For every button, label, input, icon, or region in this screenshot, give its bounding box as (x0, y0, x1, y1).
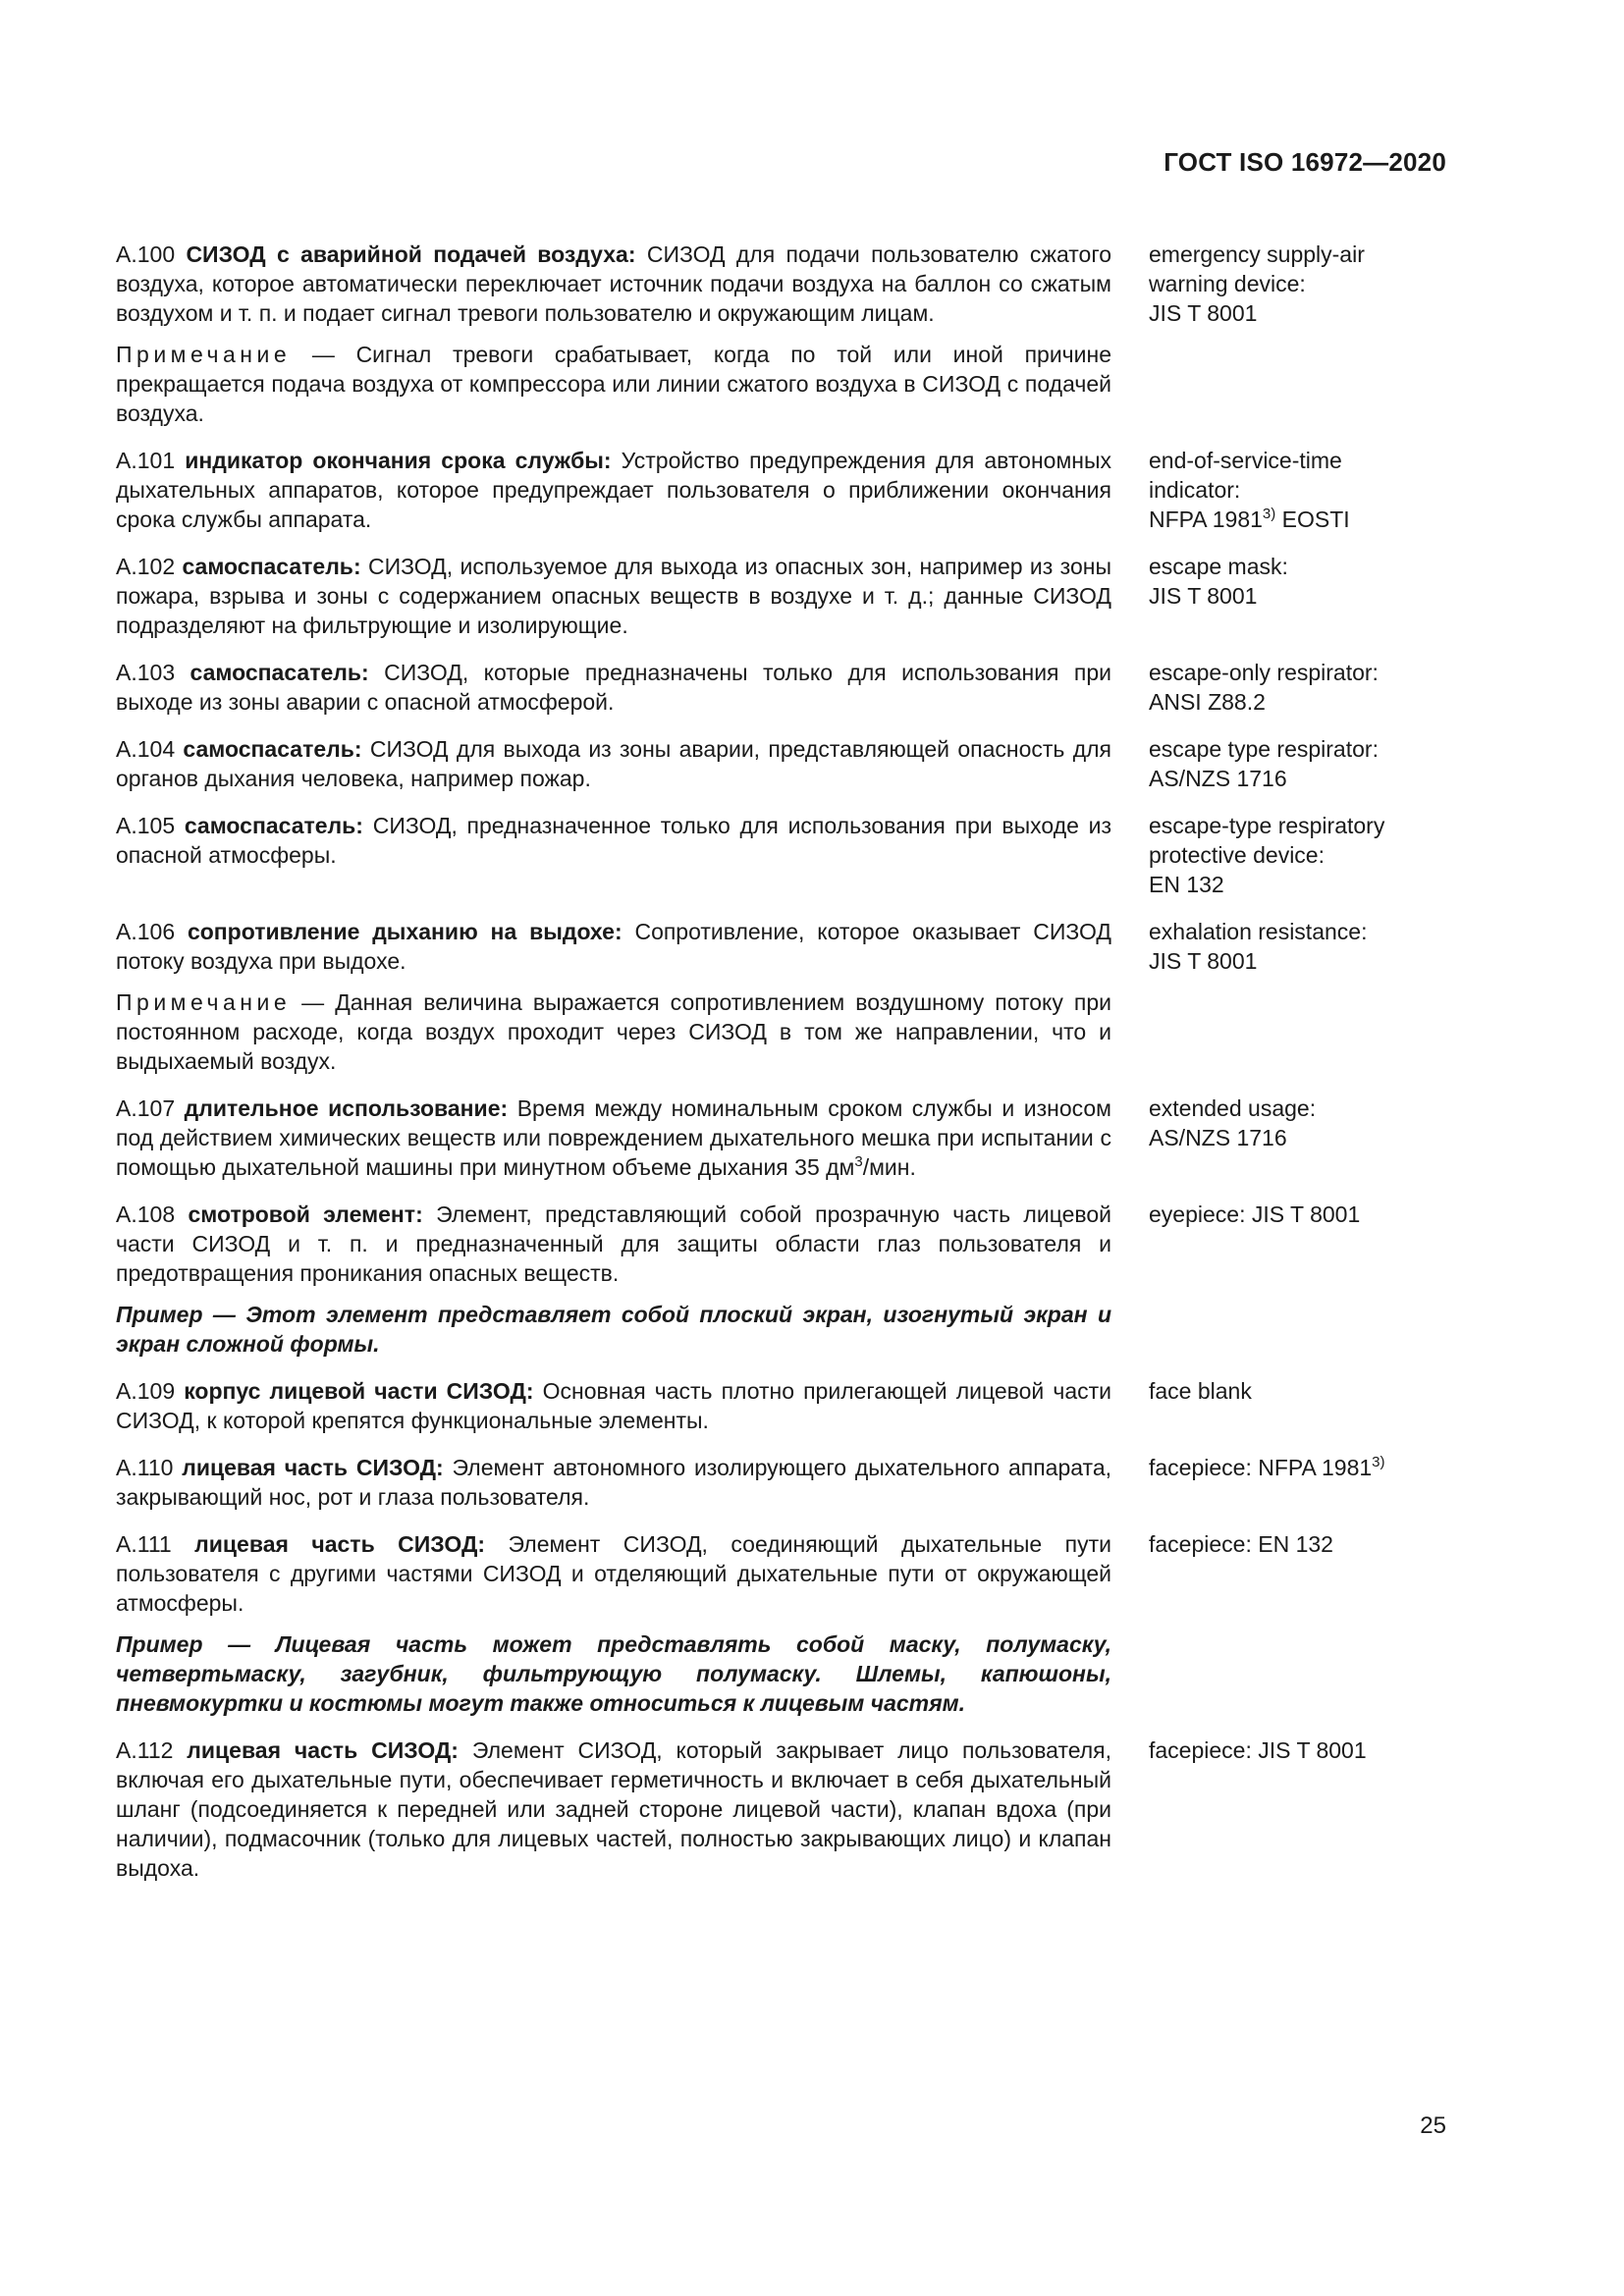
entry-number: А.102 (116, 554, 176, 579)
terms-list (116, 240, 1441, 1900)
en-line: facepiece: EN 132 (1149, 1531, 1333, 1557)
en-line: escape-only respirator: (1149, 660, 1379, 685)
note-text: — Сигнал тревоги срабатывает, когда по той или иной причине прекращается подача воздуха от компрессора или линии сжатого воздуха в СИЗОД с подачей воздуха. (116, 342, 1111, 426)
entry-ru (116, 811, 1111, 870)
page-number: 25 (1420, 2112, 1446, 2139)
entry-ru (116, 240, 1111, 428)
en-line: escape type respirator: (1149, 736, 1379, 762)
term-entry-a108 (116, 1200, 1441, 1359)
en-ref-line (1149, 505, 1441, 534)
term-definition: Устройство предупреждения для автономных дыхательных аппаратов, которое предупреждает пользователя о приближении окончания срока службы аппарата. (116, 448, 1112, 532)
en-line: ANSI Z88.2 (1149, 689, 1266, 715)
entry-ru (116, 1529, 1111, 1718)
en-line: EN 132 (1149, 872, 1224, 897)
entry-ru (116, 1376, 1111, 1435)
entry-ru (116, 1200, 1111, 1359)
term-definition: СИЗОД для выхода из зоны аварии, представляющей опасность для органов дыхания человека, например пожар. (116, 736, 1111, 791)
term-title: корпус лицевой части СИЗОД: (184, 1378, 534, 1404)
term-definition: Элемент СИЗОД, который закрывает лицо пользователя, включая его дыхательные пути, обеспечивает герметичность и включает в себя дыхательный шланг (подсоединяется к передней или задней стороне лицевой части), клапан вдоха (при наличии), подмасочник (только для лицевых частей, полностью закрывающих лицо) и клапан выдоха. (116, 1737, 1112, 1881)
term-title: самоспасатель: (184, 813, 363, 838)
entry-ru (116, 734, 1111, 793)
en-line: escape mask: (1149, 554, 1288, 579)
entry-number: А.107 (116, 1095, 176, 1121)
example-text: Пример — Лицевая часть может представлять собой маску, полумаску, четвертьмаску, загубник, фильтрующую полумаску. Шлемы, капюшоны, пневмокуртки и костюмы могут также относиться к лицевым частям. (116, 1631, 1111, 1716)
entry-ru (116, 1453, 1111, 1512)
term-title: самоспасатель: (182, 554, 361, 579)
footnote-ref: 3) (1372, 1454, 1385, 1470)
entry-number: А.101 (116, 448, 176, 473)
entry-en (1149, 1200, 1441, 1229)
entry-number: А.109 (116, 1378, 176, 1404)
entry-en (1149, 1529, 1441, 1559)
term-title: сопротивление дыханию на выдохе: (187, 919, 623, 944)
term-entry-a105 (116, 811, 1441, 899)
en-line: protective device: (1149, 842, 1325, 868)
en-line: indicator: (1149, 477, 1241, 503)
term-definition: Элемент автономного изолирующего дыхательного аппарата, закрывающий нос, рот и глаза пользователя. (116, 1455, 1112, 1510)
entry-en (1149, 917, 1441, 976)
term-definition: СИЗОД, которые предназначены только для использования при выходе из зоны аварии с опасной атмосферой. (116, 660, 1112, 715)
term-definition: СИЗОД, используемое для выхода из опасных зон, например из зоны пожара, взрыва и зоны с содержанием опасных веществ в воздухе и т. д.; данные СИЗОД подразделяют на фильтрующие и изолирующие. (116, 554, 1111, 638)
en-ref: facepiece: NFPA 1981 (1149, 1455, 1373, 1480)
entry-ru (116, 1735, 1111, 1883)
entry-ru (116, 446, 1111, 534)
entry-number: А.105 (116, 813, 176, 838)
term-entry-a104 (116, 734, 1441, 793)
term-title: СИЗОД с аварийной подачей воздуха: (186, 241, 636, 267)
en-line: facepiece: JIS T 8001 (1149, 1737, 1367, 1763)
en-line: extended usage: (1149, 1095, 1317, 1121)
en-line: end-of-service-time (1149, 448, 1342, 473)
term-entry-a109 (116, 1376, 1441, 1435)
entry-ru (116, 1094, 1111, 1182)
entry-ru (116, 658, 1111, 717)
en-line: face blank (1149, 1378, 1252, 1404)
term-title: лицевая часть СИЗОД: (187, 1737, 459, 1763)
note-label: Примечание (116, 342, 292, 367)
entry-number: А.103 (116, 660, 176, 685)
document-header: ГОСТ ISO 16972—2020 (1164, 147, 1446, 177)
entry-en (1149, 1453, 1441, 1482)
en-ref-line (1149, 1453, 1441, 1482)
term-definition: Элемент, представляющий собой прозрачную часть лицевой части СИЗОД и т. п. и предназначенный для защиты области глаз пользователя и предотвращения проникания опасных веществ. (116, 1201, 1112, 1286)
term-title: индикатор окончания срока службы: (185, 448, 612, 473)
term-entry-a112 (116, 1735, 1441, 1883)
en-ref-suffix: EOSTI (1275, 507, 1350, 532)
en-line: AS/NZS 1716 (1149, 766, 1287, 791)
entry-en (1149, 552, 1441, 611)
en-line: warning device: (1149, 271, 1306, 296)
footnote-ref: 3) (1262, 506, 1276, 522)
entry-en (1149, 1094, 1441, 1152)
en-line: JIS T 8001 (1149, 300, 1258, 326)
en-line: escape-type respiratory (1149, 813, 1385, 838)
term-title: самоспасатель: (189, 660, 369, 685)
term-entry-a101 (116, 446, 1441, 534)
example-text: Пример — Этот элемент представляет собой плоский экран, изогнутый экран и экран сложной формы. (116, 1302, 1111, 1357)
entry-ru (116, 552, 1111, 640)
term-entry-a100 (116, 240, 1441, 428)
entry-number: А.108 (116, 1201, 176, 1227)
entry-en (1149, 446, 1441, 534)
entry-en (1149, 658, 1441, 717)
note-text: — Данная величина выражается сопротивлением воздушному потоку при постоянном расходе, когда воздух проходит через СИЗОД в том же направлении, что и выдыхаемый воздух. (116, 989, 1111, 1074)
term-title: самоспасатель: (183, 736, 362, 762)
term-entry-a103 (116, 658, 1441, 717)
term-definition: Основная часть плотно прилегающей лицевой части СИЗОД, к которой крепятся функциональные элементы. (116, 1378, 1112, 1433)
term-definition: СИЗОД для подачи пользователю сжатого воздуха, которое автоматически переключает источник подачи воздуха на баллон со сжатым воздухом и т. п. и подает сигнал тревоги пользователю и окружающим лицам. (116, 241, 1112, 326)
unit-exponent: 3 (854, 1153, 863, 1170)
entry-ru (116, 917, 1111, 1076)
term-definition: Время между номинальным сроком службы и износом под действием химических веществ или повреждением дыхательного мешка при испытании с помощью дыхательной машины при минутном объеме дыхания 35 дм (116, 1095, 1111, 1180)
entry-number: А.112 (116, 1737, 174, 1763)
term-definition: Сопротивление, которое оказывает СИЗОД потоку воздуха при выдохе. (116, 919, 1111, 974)
entry-number: А.110 (116, 1455, 174, 1480)
entry-en (1149, 1735, 1441, 1765)
en-line: eyepiece: JIS T 8001 (1149, 1201, 1361, 1227)
en-line: JIS T 8001 (1149, 948, 1258, 974)
en-line: JIS T 8001 (1149, 583, 1258, 609)
term-definition-tail: /мин. (862, 1154, 916, 1180)
entry-en (1149, 734, 1441, 793)
term-entry-a110 (116, 1453, 1441, 1512)
entry-number: А.100 (116, 241, 176, 267)
en-line: exhalation resistance: (1149, 919, 1368, 944)
term-title: смотровой элемент: (188, 1201, 423, 1227)
entry-en (1149, 1376, 1441, 1406)
term-entry-a106 (116, 917, 1441, 1076)
term-title: длительное использование: (184, 1095, 509, 1121)
en-ref: NFPA 1981 (1149, 507, 1263, 532)
entry-number: А.111 (116, 1531, 172, 1557)
entry-number: А.104 (116, 736, 176, 762)
term-entry-a102 (116, 552, 1441, 640)
en-line: AS/NZS 1716 (1149, 1125, 1287, 1150)
note-label: Примечание (116, 989, 292, 1015)
term-entry-a111 (116, 1529, 1441, 1718)
term-title: лицевая часть СИЗОД: (194, 1531, 486, 1557)
en-line: emergency supply-air (1149, 241, 1365, 267)
term-entry-a107 (116, 1094, 1441, 1182)
entry-en (1149, 240, 1441, 328)
entry-en (1149, 811, 1441, 899)
term-title: лицевая часть СИЗОД: (182, 1455, 444, 1480)
term-definition: СИЗОД, предназначенное только для использования при выходе из опасной атмосферы. (116, 813, 1112, 868)
entry-number: А.106 (116, 919, 176, 944)
term-definition: Элемент СИЗОД, соединяющий дыхательные пути пользователя с другими частями СИЗОД и отделяющий дыхательные пути от окружающей атмосферы. (116, 1531, 1111, 1616)
